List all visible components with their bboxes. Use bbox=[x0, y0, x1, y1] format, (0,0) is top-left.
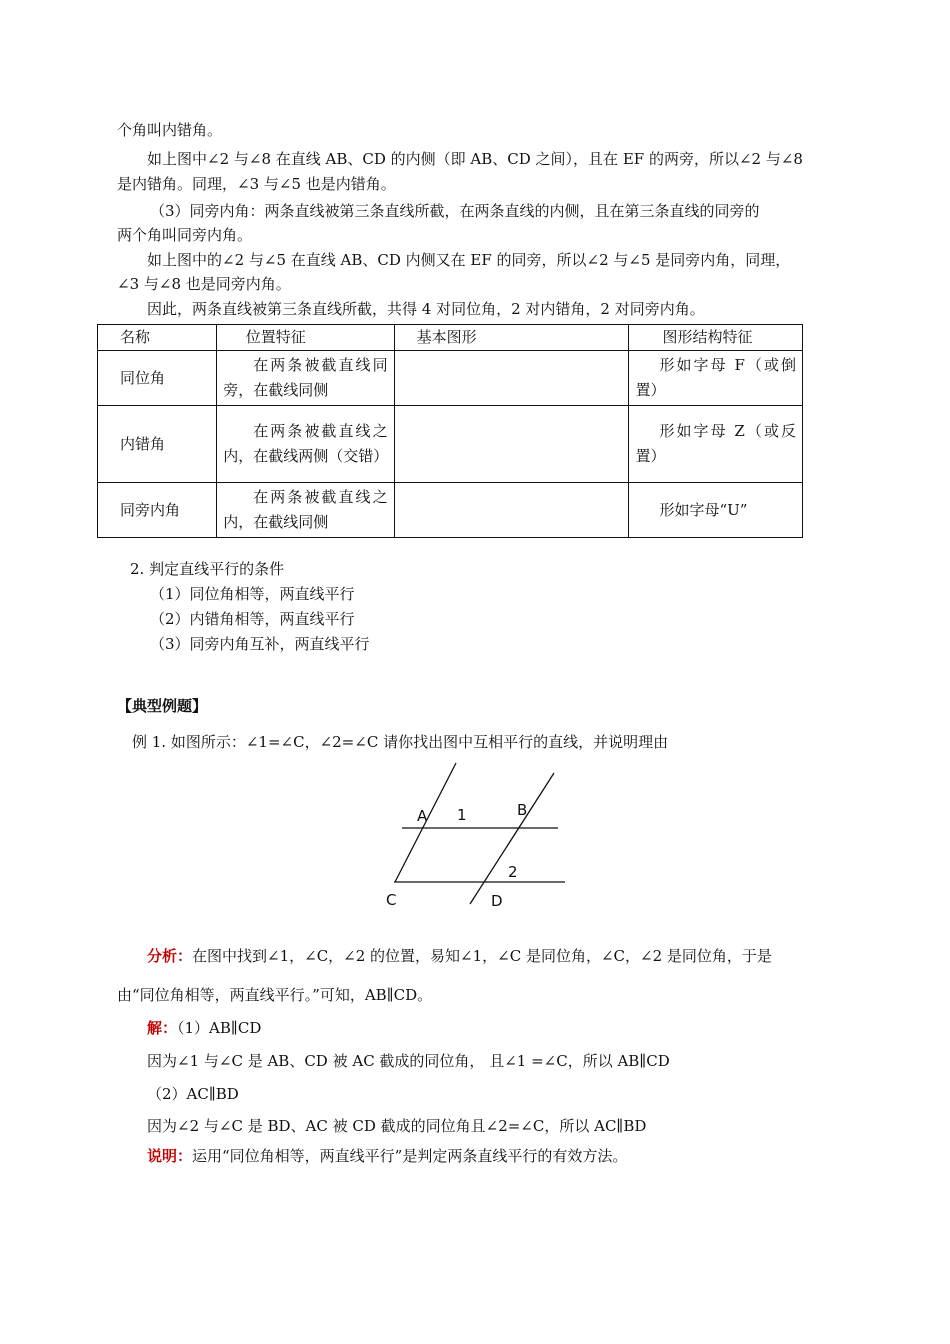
label-d: D bbox=[491, 892, 503, 908]
analysis-label: 分析： bbox=[147, 947, 193, 965]
list-item: （1）同位角相等，两直线平行 bbox=[150, 585, 355, 603]
label-a: A bbox=[417, 807, 428, 825]
solution-line: 因为∠2 与∠C 是 BD、AC 被 CD 截成的同位角且∠2=∠C，所以 AC∥BD bbox=[147, 1117, 647, 1135]
table-cell: 同位角 bbox=[98, 351, 217, 406]
parallel-lines-figure bbox=[380, 758, 580, 908]
table-header-cell: 位置特征 bbox=[217, 325, 394, 351]
table-header-row bbox=[98, 325, 803, 351]
table-cell: 在两条被截直线之内，在截线两侧（交错） bbox=[217, 406, 394, 483]
section-title: 2. 判定直线平行的条件 bbox=[130, 560, 285, 578]
paragraph-line: 两个角叫同旁内角。 bbox=[117, 226, 253, 244]
table-header-cell: 基本图形 bbox=[394, 325, 629, 351]
examples-header: 【典型例题】 bbox=[117, 697, 208, 715]
table-cell: 在两条被截直线同旁，在截线同侧 bbox=[217, 351, 394, 406]
table-cell: 形如字母 Z（或反置） bbox=[629, 406, 803, 483]
list-item: （2）内错角相等，两直线平行 bbox=[150, 610, 355, 628]
table-row bbox=[98, 351, 803, 406]
label-angle-1: 1 bbox=[457, 806, 467, 824]
paragraph-line: 是内错角。同理，∠3 与∠5 也是内错角。 bbox=[117, 175, 396, 193]
solution-label: 解： bbox=[147, 1019, 178, 1037]
table-cell bbox=[394, 483, 629, 538]
table-row bbox=[98, 483, 803, 538]
paragraph-line: ∠3 与∠8 也是同旁内角。 bbox=[117, 275, 291, 293]
table-cell: 形如字母 F（或倒置） bbox=[629, 351, 803, 406]
paragraph-line: 如上图中的∠2 与∠5 在直线 AB、CD 内侧又在 EF 的同旁，所以∠2 与∠5 是同旁内角，同理， bbox=[147, 251, 791, 269]
label-b: B bbox=[517, 801, 528, 819]
paragraph-line: 因此，两条直线被第三条直线所截，共得 4 对同位角，2 对内错角，2 对同旁内角。 bbox=[147, 300, 705, 318]
label-c: C bbox=[386, 891, 397, 908]
analysis-line bbox=[147, 944, 867, 968]
solution-line bbox=[147, 1016, 867, 1040]
note-text: 运用“同位角相等，两直线平行”是判定两条直线平行的有效方法。 bbox=[192, 1147, 628, 1165]
table-cell bbox=[394, 406, 629, 483]
paragraph-line: （3）同旁内角：两条直线被第三条直线所截，在两条直线的内侧，且在第三条直线的同旁的 bbox=[150, 202, 760, 220]
note-line bbox=[147, 1144, 867, 1168]
table-cell: 同旁内角 bbox=[98, 483, 217, 538]
analysis-text: 在图中找到∠1，∠C，∠2 的位置，易知∠1，∠C 是同位角，∠C，∠2 是同位角，于是 bbox=[192, 947, 772, 965]
solution-text: （1）AB∥CD bbox=[177, 1019, 262, 1037]
table-cell: 形如字母“U” bbox=[629, 483, 803, 538]
solution-line: 因为∠1 与∠C 是 AB、CD 被 AC 截成的同位角， 且∠1 =∠C，所以 AB∥CD bbox=[147, 1052, 670, 1070]
table-cell bbox=[394, 351, 629, 406]
angle-types-table bbox=[97, 324, 803, 538]
solution-line: （2）AC∥BD bbox=[147, 1085, 239, 1103]
table-header-cell: 名称 bbox=[98, 325, 217, 351]
paragraph-line: 个角叫内错角。 bbox=[117, 121, 223, 139]
paragraph-line: 如上图中∠2 与∠8 在直线 AB、CD 的内侧（即 AB、CD 之间），且在 EF 的两旁，所以∠2 与∠8 bbox=[147, 150, 803, 168]
analysis-line: 由“同位角相等，两直线平行。”可知，AB∥CD。 bbox=[117, 986, 433, 1004]
line-bd bbox=[470, 773, 554, 904]
table-cell: 在两条被截直线之内，在截线同侧 bbox=[217, 483, 394, 538]
table-row bbox=[98, 406, 803, 483]
label-angle-2: 2 bbox=[508, 863, 518, 881]
table-cell: 内错角 bbox=[98, 406, 217, 483]
table-header-cell: 图形结构特征 bbox=[629, 325, 803, 351]
list-item: （3）同旁内角互补，两直线平行 bbox=[150, 635, 370, 653]
example-question: 例 1. 如图所示：∠1=∠C，∠2=∠C 请你找出图中互相平行的直线，并说明理由 bbox=[132, 733, 669, 751]
note-label: 说明： bbox=[147, 1147, 193, 1165]
